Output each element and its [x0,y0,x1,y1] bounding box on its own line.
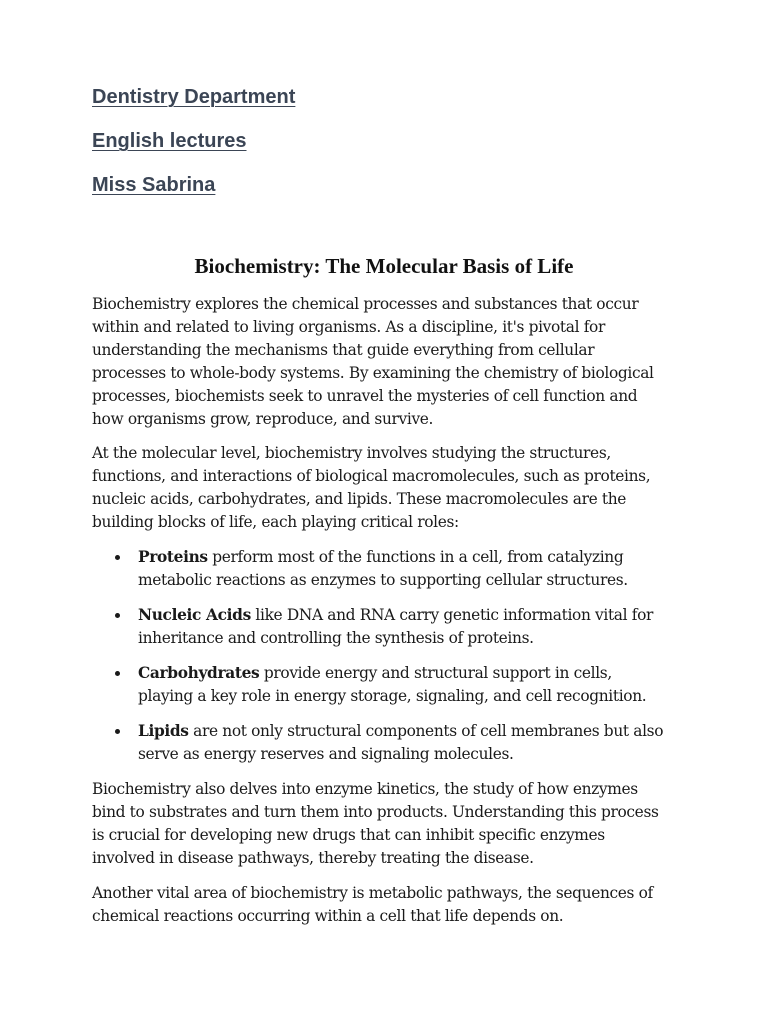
bullet-text: are not only structural components of cell membranes but also [188,722,664,740]
bullet-icon [115,555,120,560]
paragraph-macromolecules [92,442,682,534]
paragraph-line: Another vital area of biochemistry is metabolic pathways, the sequences of [92,884,653,902]
bullet-text: perform most of the functions in a cell, from catalyzing [207,548,624,566]
bullet-text: playing a key role in energy storage, signaling, and cell recognition. [138,687,647,705]
bullet-term: Proteins [138,548,208,566]
list-item-text [138,720,688,766]
document-title: Biochemistry: The Molecular Basis of Life [194,254,574,278]
paragraph-line: processes, biochemists seek to unravel the mysteries of cell function and [92,387,638,405]
paragraph-line: is crucial for developing new drugs that can inhibit specific enzymes [92,826,605,844]
paragraph-line: processes to whole-body systems. By examining the chemistry of biological [92,364,654,382]
paragraph-metabolic-pathways [92,882,682,928]
department-heading: Dentistry Department [92,86,296,108]
bullet-icon [115,671,120,676]
paragraph-line: within and related to living organisms. As a discipline, it's pivotal for [92,318,605,336]
bullet-text: metabolic reactions as enzymes to supporting cellular structures. [138,571,628,589]
bullet-term: Nucleic Acids [138,606,251,624]
paragraph-line: involved in disease pathways, thereby treating the disease. [92,849,534,867]
list-item-text [138,662,688,708]
bullet-term: Carbohydrates [138,664,260,682]
paragraph-enzyme-kinetics [92,778,682,870]
paragraph-line: functions, and interactions of biological macromolecules, such as proteins, [92,467,651,485]
paragraph-line: bind to substrates and turn them into products. Understanding this process [92,803,659,821]
list-item-text [138,604,688,650]
bullet-text: provide energy and structural support in cells, [259,664,612,682]
paragraph-line: Biochemistry explores the chemical processes and substances that occur [92,295,639,313]
paragraph-line: At the molecular level, biochemistry involves studying the structures, [92,444,611,462]
paragraph-line: how organisms grow, reproduce, and survive. [92,410,434,428]
course-heading: English lectures [92,130,247,152]
bullet-icon [115,613,120,618]
bullet-text: serve as energy reserves and signaling molecules. [138,745,514,763]
paragraph-line: building blocks of life, each playing critical roles: [92,513,459,531]
paragraph-line: chemical reactions occurring within a cell that life depends on. [92,907,564,925]
bullet-icon [115,729,120,734]
paragraph-line: Biochemistry also delves into enzyme kinetics, the study of how enzymes [92,780,638,798]
instructor-heading: Miss Sabrina [92,174,216,196]
bullet-text: like DNA and RNA carry genetic information vital for [250,606,654,624]
paragraph-line: nucleic acids, carbohydrates, and lipids. These macromolecules are the [92,490,627,508]
paragraph-intro [92,293,682,431]
bullet-term: Lipids [138,722,189,740]
list-item-text [138,546,688,592]
bullet-text: inheritance and controlling the synthesis of proteins. [138,629,534,647]
paragraph-line: understanding the mechanisms that guide everything from cellular [92,341,595,359]
